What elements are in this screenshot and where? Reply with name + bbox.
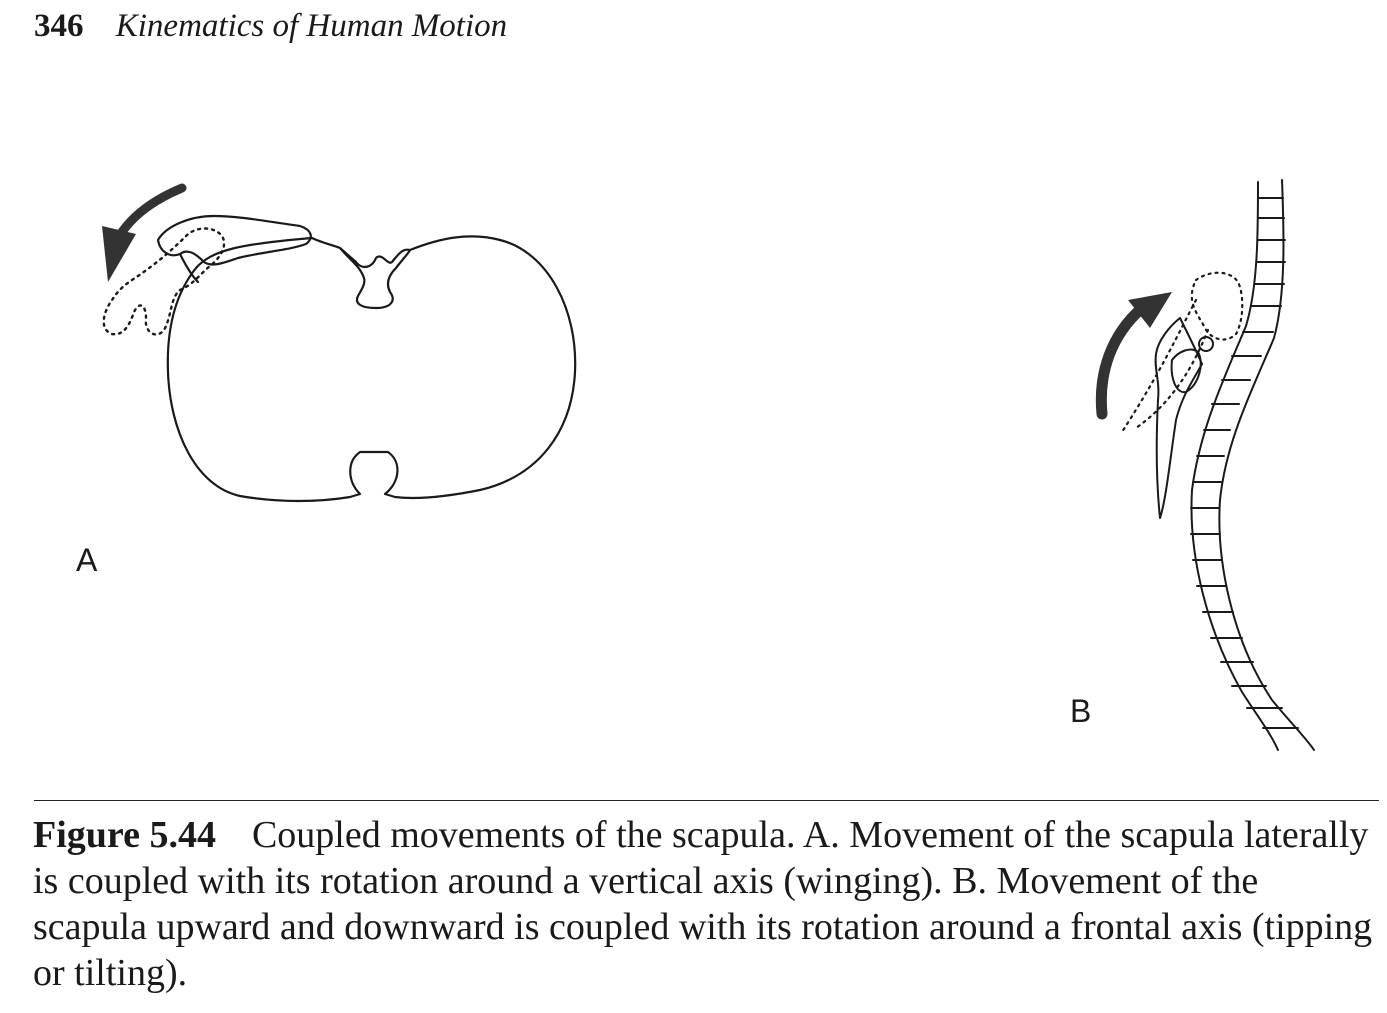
motion-arrow-b <box>1101 308 1142 414</box>
panel-b-illustration <box>1156 180 1314 750</box>
spine-posterior <box>1219 180 1314 750</box>
thorax-outline <box>168 236 575 501</box>
spine-anterior <box>1191 182 1278 750</box>
page-number: 346 <box>34 8 84 44</box>
motion-arrow-a-head <box>102 226 136 282</box>
caption-divider <box>34 800 1379 801</box>
panel-a-label: A <box>76 542 98 578</box>
caption-label: Figure 5.44 <box>33 814 216 856</box>
panel-b-label: B <box>1070 693 1092 729</box>
caption-text: Coupled movements of the scapula. A. Movement of the scapula laterally is coupled with its rotation around a vertical axis (winging). B. Movement of the scapula upward and downward is coupled with its rotation around a frontal axis (tipping or tilting). <box>33 814 1373 994</box>
scapula-lateral-dotted <box>1192 273 1242 340</box>
scapula-lateral-solid <box>1156 318 1202 518</box>
running-title: Kinematics of Human Motion <box>115 8 508 44</box>
figure-caption <box>33 812 1373 996</box>
panel-a-illustration <box>158 216 575 501</box>
